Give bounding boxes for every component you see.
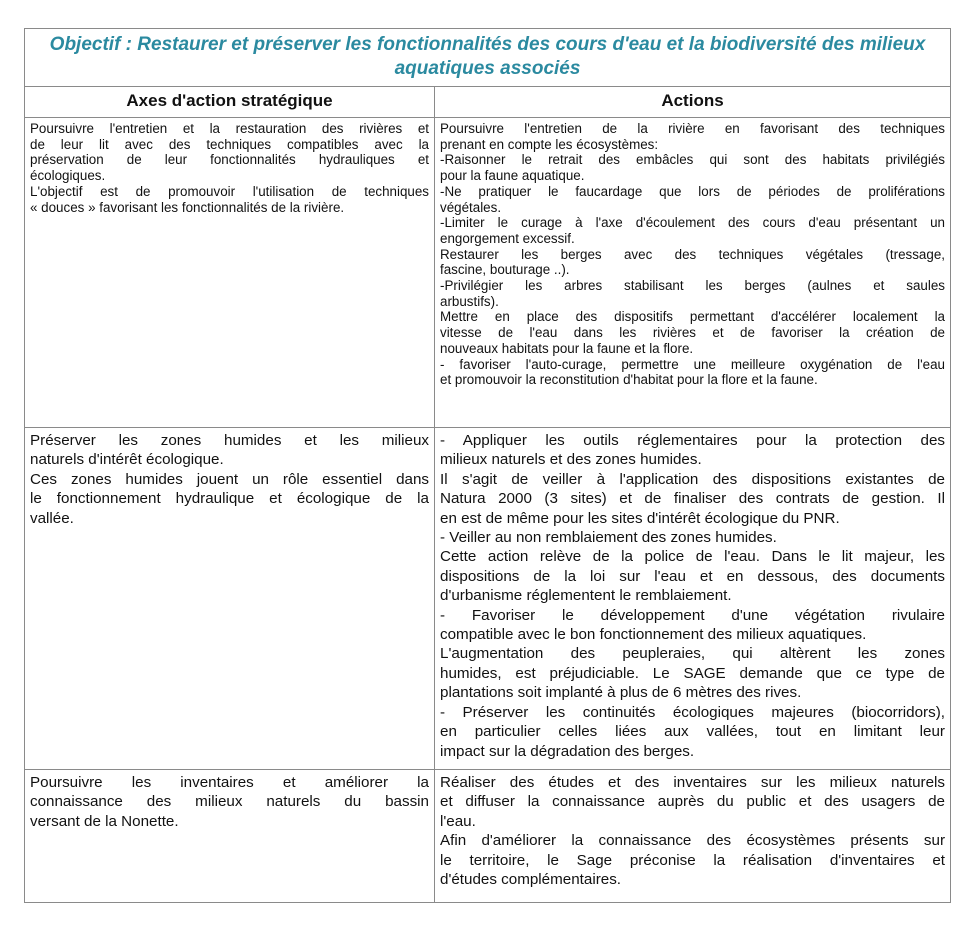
text-line: vitesse de l'eau dans les rivières et de favoriser la création de <box>440 325 945 341</box>
text-line: Poursuivre les inventaires et améliorer la <box>30 774 429 791</box>
text-line: et promouvoir la reconstitution d'habitat pour la flore et la faune. <box>440 372 818 388</box>
text-line: plantations soit implanté à plus de 6 mètres des rives. <box>440 684 802 702</box>
axe-cell <box>25 118 435 428</box>
actions-cell <box>435 428 951 770</box>
text-line: arbustifs). <box>440 293 499 309</box>
text-line: nouveaux habitats pour la faune et la flore. <box>440 340 694 356</box>
text-line: pour la faune aquatique. <box>440 168 585 184</box>
table-row <box>25 118 951 428</box>
text-line: Restaurer les berges avec des techniques végétales (tressage, <box>440 246 945 262</box>
text-line: d'études complémentaires. <box>440 871 622 889</box>
text-line: Mettre en place des dispositifs permettant d'accélérer localement la <box>440 309 945 325</box>
text-line: en est de même pour les sites d'intérêt écologique du PNR. <box>440 509 840 527</box>
text-line: en particulier celles liées aux vallées, tout en limitant leur <box>440 723 945 741</box>
header-axes: Axes d'action stratégique <box>25 87 435 118</box>
text-line: l'eau. <box>440 812 476 830</box>
text-line: dispositions de la loi sur l'eau et en dessous, des documents <box>440 567 945 585</box>
text-line: le territoire, le Sage préconise la réalisation d'inventaires et <box>440 851 945 869</box>
text-line: engorgement excessif. <box>440 230 575 246</box>
text-line: L'objectif est de promouvoir l'utilisation de techniques <box>30 183 429 199</box>
text-line: végétales. <box>440 199 502 215</box>
text-line: le fonctionnement hydraulique et écologique de la <box>30 490 429 508</box>
text-line: vallée. <box>30 509 74 527</box>
text-line: - Appliquer les outils réglementaires pour la protection des <box>440 432 945 449</box>
objective-title-line-1: Objectif : Restaurer et préserver les fonctionnalités des cours d'eau et la biodiversité des milieux <box>49 34 926 55</box>
text-line: et diffuser la connaissance auprès du public et des usagers de <box>440 793 945 811</box>
text-line: versant de la Nonette. <box>30 812 179 830</box>
text-line: préservation de leur fonctionnalités hydrauliques et <box>30 152 429 168</box>
header-actions: Actions <box>435 87 951 118</box>
text-line: humides, est préjudiciable. Le SAGE demande que ce type de <box>440 664 945 682</box>
objective-title-line-2: aquatiques associés <box>394 58 581 79</box>
text-line: -Ne pratiquer le faucardage que lors de périodes de proliférations <box>440 183 945 199</box>
text-line: impact sur la dégradation des berges. <box>440 742 695 760</box>
text-line: -Raisonner le retrait des embâcles qui sont des habitats privilégiés <box>440 152 945 168</box>
text-line: Il s'agit de veiller à l'application des dispositions existantes de <box>440 470 945 488</box>
axe-cell <box>25 428 435 770</box>
text-line: écologiques. <box>30 168 106 184</box>
text-line: -Privilégier les arbres stabilisant les berges (aulnes et saules <box>440 278 945 294</box>
text-line: - Préserver les continuités écologiques majeures (biocorridors), <box>440 703 945 721</box>
text-line: Ces zones humides jouent un rôle essentiel dans <box>30 470 429 488</box>
actions-cell <box>435 770 951 903</box>
table-row <box>25 428 951 770</box>
axe-cell <box>25 770 435 903</box>
objective-table <box>24 28 951 903</box>
text-line: « douces » favorisant les fonctionnalités de la rivière. <box>30 199 345 215</box>
text-line: - Favoriser le développement d'une végétation rivulaire <box>440 606 945 624</box>
text-line: prenant en compte les écosystèmes: <box>440 136 659 152</box>
text-line: - favoriser l'auto-curage, permettre une meilleure oxygénation de l'eau <box>440 356 945 372</box>
text-line: Poursuivre l'entretien et la restauration des rivières et <box>30 121 429 136</box>
text-line: Cette action relève de la police de l'eau. Dans le lit majeur, les <box>440 548 945 566</box>
text-line: naturels d'intérêt écologique. <box>30 451 224 469</box>
text-line: fascine, bouturage ..). <box>440 262 570 278</box>
text-line: Poursuivre l'entretien de la rivière en favorisant des techniques <box>440 121 945 136</box>
text-line: - Veiller au non remblaiement des zones humides. <box>440 529 777 547</box>
text-line: L'augmentation des peupleraies, qui altèrent les zones <box>440 645 945 663</box>
text-line: de leur lit avec des techniques compatibles avec la <box>30 136 429 152</box>
text-line: connaissance des milieux naturels du bassin <box>30 793 429 811</box>
text-line: -Limiter le curage à l'axe d'écoulement des cours d'eau présentant un <box>440 215 945 231</box>
text-line: Réaliser des études et des inventaires sur les milieux naturels <box>440 774 945 791</box>
text-line: Afin d'améliorer la connaissance des écosystèmes présents sur <box>440 832 945 850</box>
actions-cell <box>435 118 951 428</box>
text-line: compatible avec le bon fonctionnement des milieux aquatiques. <box>440 626 867 644</box>
text-line: d'urbanisme réglementent le remblaiement. <box>440 587 732 605</box>
objective-title <box>25 29 951 87</box>
text-line: Préserver les zones humides et les milieux <box>30 432 429 449</box>
text-line: milieux naturels et des zones humides. <box>440 451 702 469</box>
table-row <box>25 770 951 903</box>
text-line: Natura 2000 (3 sites) et de finaliser des contrats de gestion. Il <box>440 490 945 508</box>
